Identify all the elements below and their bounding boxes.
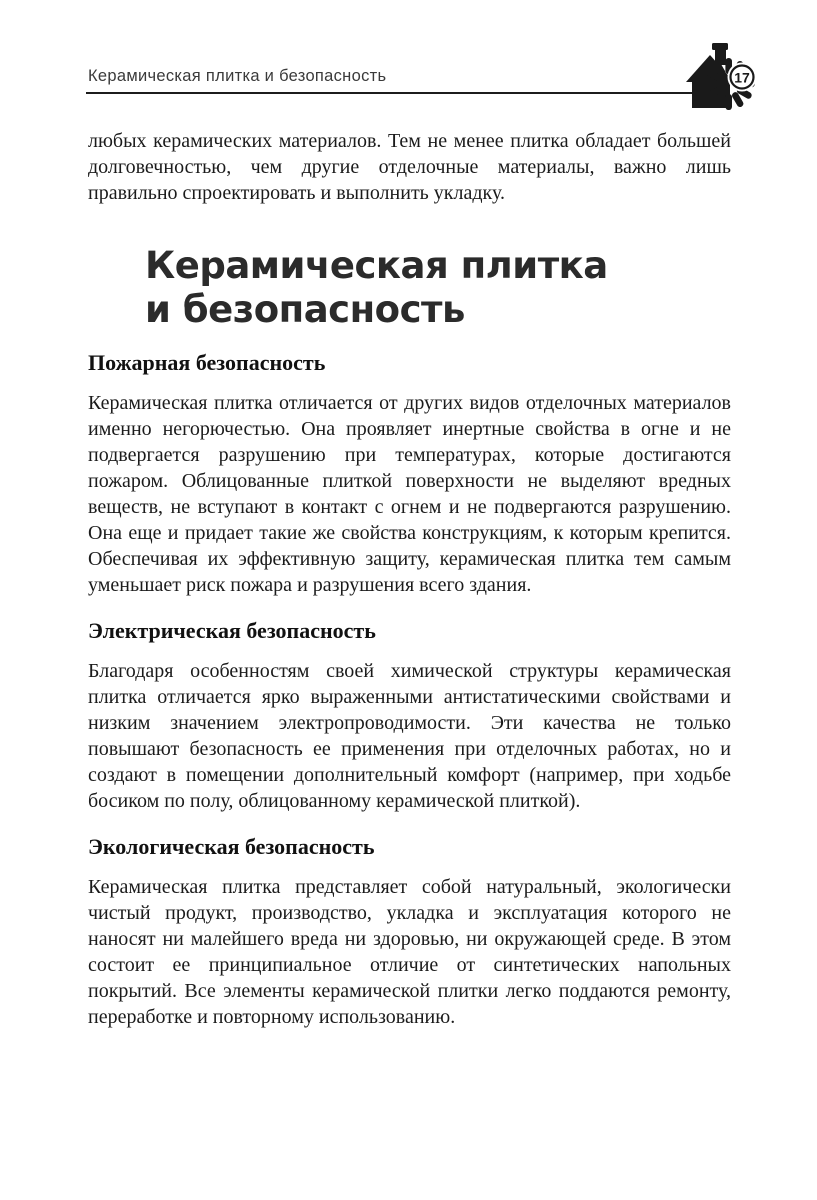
page-number: 17 <box>734 69 750 86</box>
text-column <box>88 128 731 1030</box>
section-body-ecological-safety: Керамическая плитка представляет собой натуральный, экологически чистый продукт, производство, укладка и эксплуатация которого не наносят ни малейшего вреда ни здоровью, ни окружающей среде. В этом состоит ее принципиальное отличие от синтетических напольных покрытий. Все элементы керамической плитки легко поддаются ремонту, переработке и повторному использованию. <box>88 876 731 1028</box>
house-tiles-icon-graphic <box>684 42 760 118</box>
chapter-title <box>145 244 731 332</box>
chapter-title-line-1: Керамическая плитка <box>145 244 608 287</box>
chapter-title-line-2: и безопасность <box>145 288 465 331</box>
header-rule-divider <box>86 92 698 94</box>
section-body-electrical-safety: Благодаря особенностям своей химической структуры керамическая плитка отличается ярко выраженными антистатическими свойствами и низким значением электропроводимости. Эти качества не только повышают безопасность ее применения при отделочных работах, но и создают в помещении дополнительный комфорт (например, при ходьбе босиком по полу, облицованному керамической плиткой). <box>88 660 731 812</box>
house-tiles-icon <box>684 42 760 118</box>
running-head-title: Керамическая плитка и безопасность <box>88 67 387 85</box>
section-heading-electrical-safety: Электрическая безопасность <box>88 618 376 643</box>
intro-paragraph: любых керамических материалов. Тем не менее плитка обладает большей долговечностью, чем другие отделочные материалы, важно лишь правильно спроектировать и выполнить укладку. <box>88 130 731 204</box>
section-body-fire-safety: Керамическая плитка отличается от других видов отделочных материалов именно негорючестью. Она проявляет инертные свойства в огне и не подвергается разрушению при температурах, которые достигаются пожаром. Облицованные плиткой поверхности не выделяют вредных веществ, не вступают в контакт с огнем и не подвергаются разрушению. Она еще и придает такие же свойства конструкциям, к которым крепится. Обеспечивая их эффективную защиту, керамическая плитка тем самым уменьшает риск пожара и разрушения всего здания. <box>88 392 731 596</box>
section-heading-ecological-safety: Экологическая безопасность <box>88 834 375 859</box>
section-heading-fire-safety: Пожарная безопасность <box>88 350 326 375</box>
